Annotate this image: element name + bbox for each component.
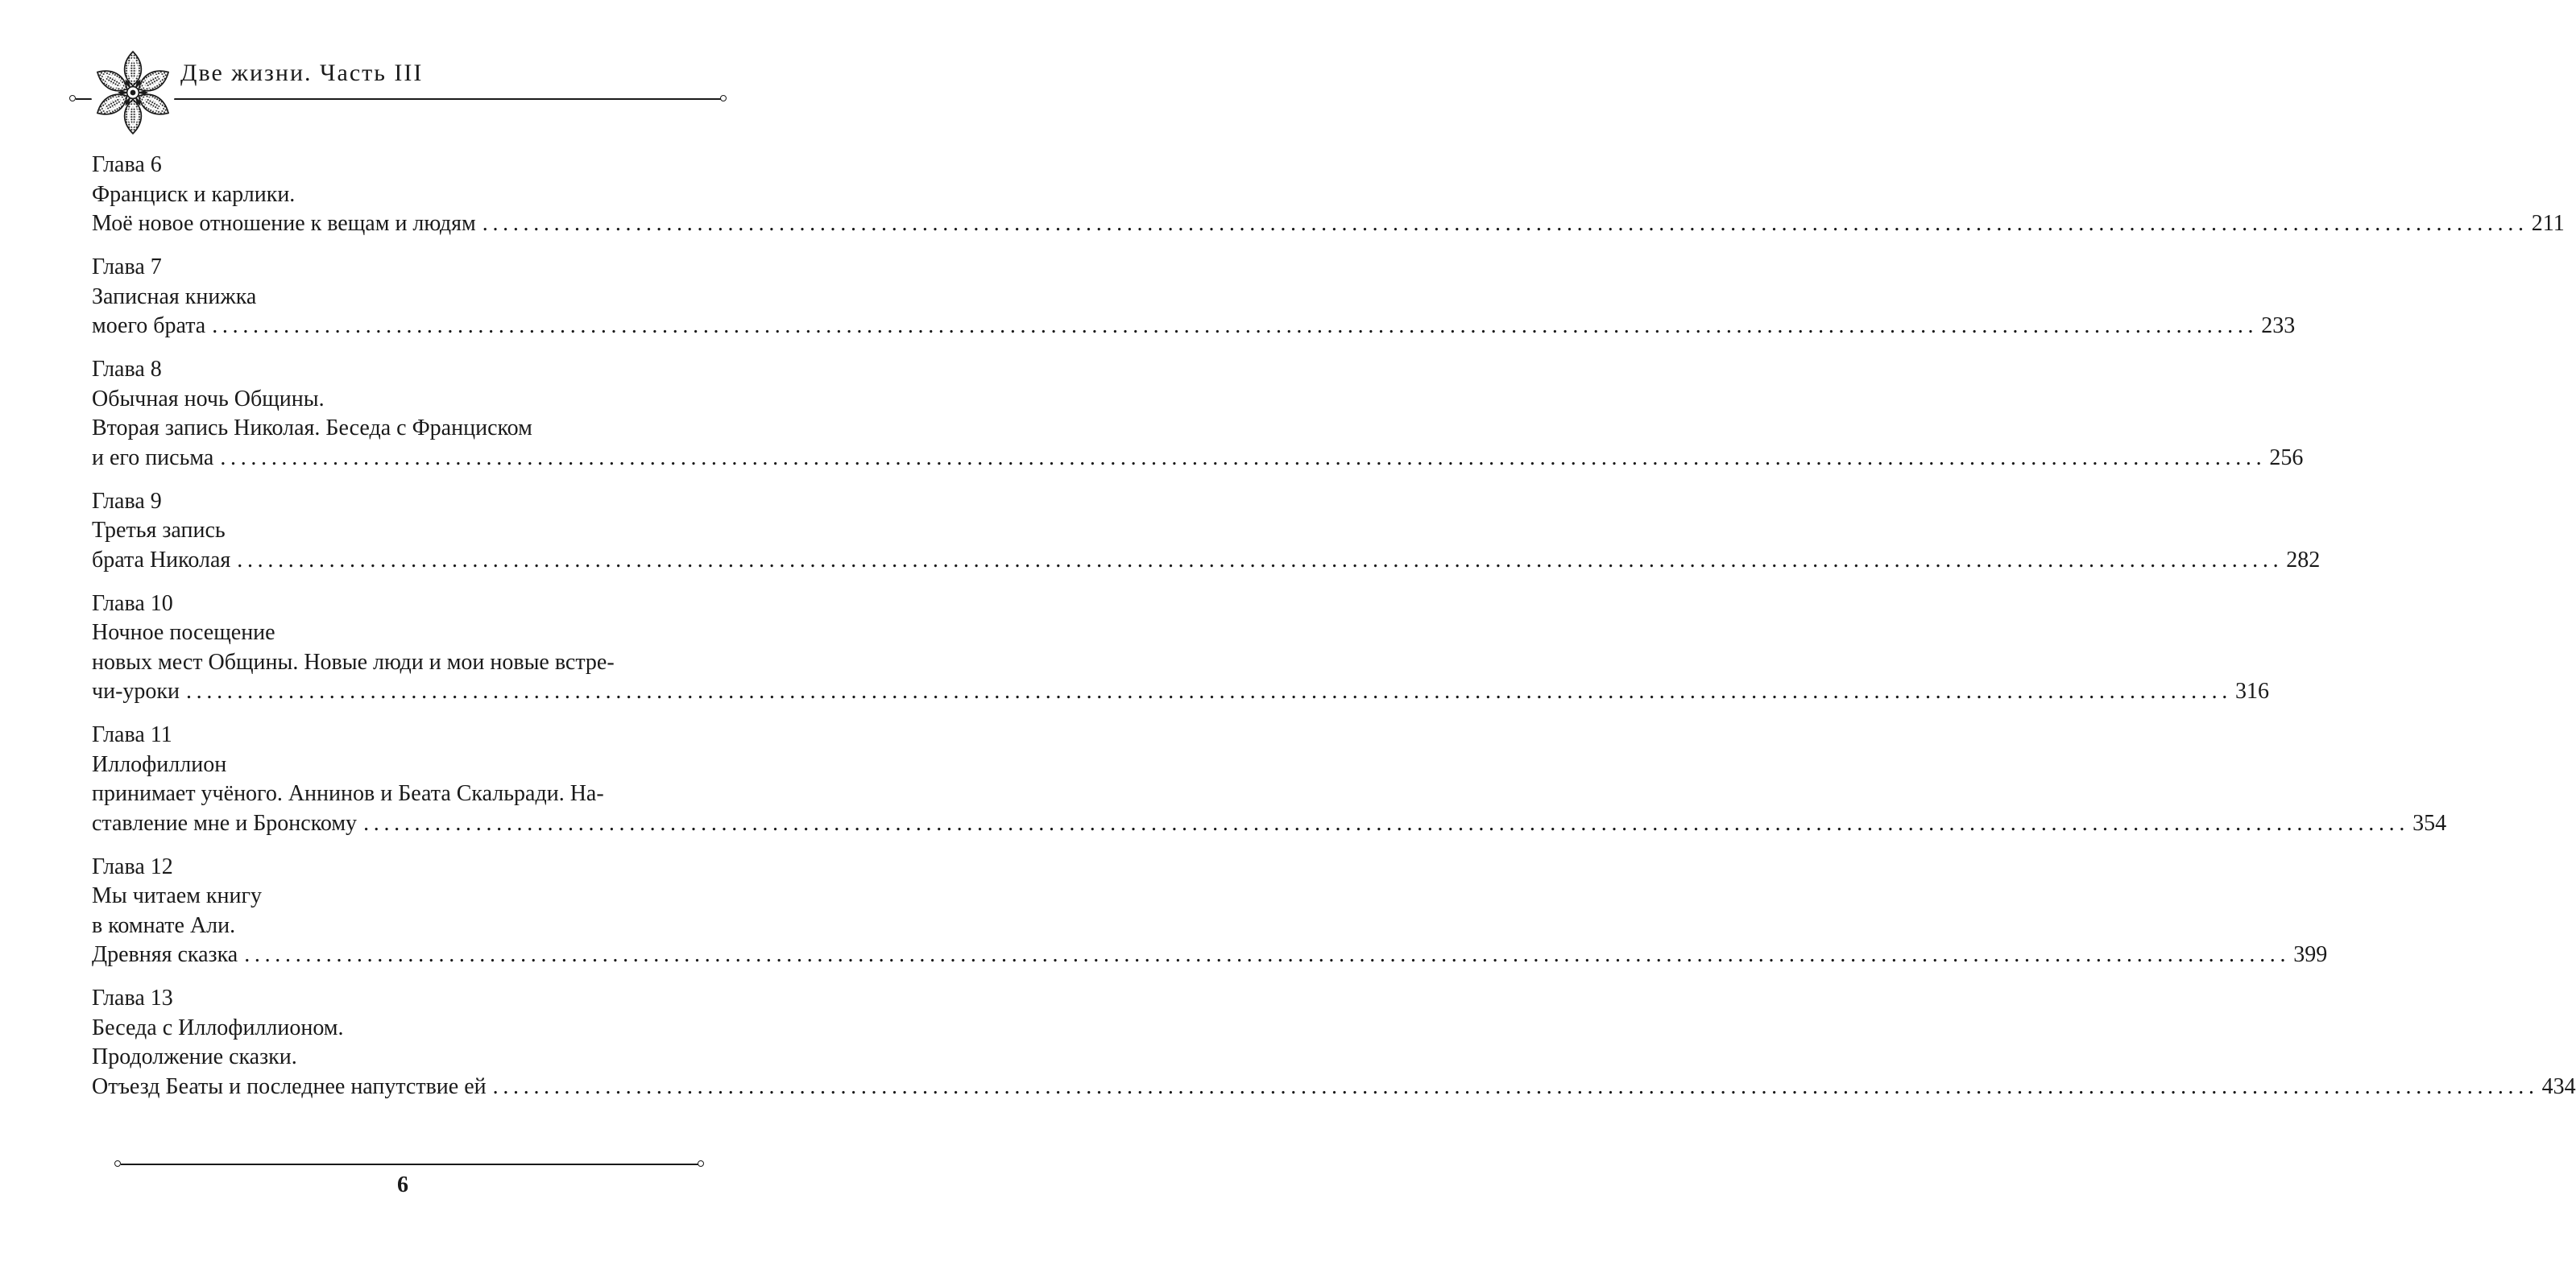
header-rule-right-end [720,95,727,101]
chapter-title-leader-line [92,312,2296,341]
running-header-title: Две жизни. Часть III [180,60,424,86]
dot-leader: ........................................................................................................................................................................................................ [492,1073,2539,1099]
toc-page-number: 434 [2541,1073,2576,1099]
chapter-title-leader-line [92,1073,2576,1102]
chapter-title-line: Вторая запись Николая. Беседа с Франциском [92,416,532,440]
page-number: 6 [397,1172,408,1197]
chapter-title-line: Иллофиллион [92,751,227,777]
toc-page-number: 233 [2261,313,2296,338]
chapter-title-leader-line [92,941,2328,970]
chapter-title-line: принимает учёного. Аннинов и Беата Скальради. На- [92,781,604,806]
toc-entry [92,151,2565,239]
chapter-title-leader-line [92,677,2269,707]
chapter-title-line: чи-уроки [92,679,180,704]
dot-leader: ........................................................................................................................................................................................................ [185,679,2232,704]
chapter-heading: Глава 6 [92,152,162,177]
chapter-title-line: Ночное посещение [92,620,275,645]
chapter-title-line: и его письма [92,444,214,470]
chapter-heading: Глава 12 [92,854,173,879]
toc-page-number: 282 [2286,547,2321,573]
chapter-title-line: Моё новое отношение к вещам и людям [92,211,476,236]
chapter-title-line: новых мест Общины. Новые люди и мои новые встре- [92,649,615,675]
toc-entry [92,355,2304,473]
toc-entry [92,721,2447,838]
chapter-title-line: ставление мне и Бронскому [92,810,358,836]
chapter-heading: Глава 9 [92,488,162,514]
footer-rule-left-end [114,1160,121,1167]
chapter-title-line: Мы читаем книгу [92,883,262,908]
chapter-heading: Глава 8 [92,357,162,382]
toc-page-number: 316 [2234,679,2269,704]
toc-entry [92,853,2328,970]
dot-leader: ........................................................................................................................................................................................................ [482,211,2528,236]
footer-rule-right-end [698,1160,704,1167]
dot-leader: ........................................................................................................................................................................................................ [363,810,2410,836]
header-rule-left-end [69,95,76,101]
toc-page-number: 256 [2269,444,2304,470]
chapter-title-line: Записная книжка [92,283,257,309]
footer-rule [121,1164,702,1165]
dot-leader: ........................................................................................................................................................................................................ [220,444,2267,470]
chapter-title-line: моего брата [92,313,206,338]
chapter-title-leader-line [92,209,2565,239]
toc-entry [92,253,2296,341]
chapter-heading: Глава 11 [92,722,172,747]
toc-entry [92,589,2269,707]
chapter-title-line: Третья запись [92,518,226,543]
chapter-title-line: Отъезд Беаты и последнее напутствие ей [92,1073,487,1099]
dot-leader: ........................................................................................................................................................................................................ [212,313,2259,338]
chapter-heading: Глава 7 [92,254,162,279]
chapter-title-line: брата Николая [92,547,231,573]
toc-entry [92,487,2321,576]
chapter-title-line: Франциск и карлики. [92,181,296,207]
dot-leader: ........................................................................................................................................................................................................ [237,547,2284,573]
chapter-title-leader-line [92,444,2304,473]
chapter-heading: Глава 13 [92,986,173,1011]
dot-leader: ........................................................................................................................................................................................................ [244,942,2291,967]
mandala-lotus-icon [90,50,176,135]
chapter-title-line: Продолжение сказки. [92,1044,297,1069]
chapter-title-line: Беседа с Иллофиллионом. [92,1015,344,1040]
chapter-title-line: в комнате Али. [92,912,236,938]
chapter-title-leader-line [92,809,2447,839]
chapter-heading: Глава 10 [92,590,173,616]
toc-entry [92,984,2576,1102]
chapter-title-leader-line [92,546,2321,576]
chapter-title-line: Древняя сказка [92,942,238,967]
toc-page-number: 211 [2531,211,2565,236]
toc-page-number: 399 [2293,942,2328,967]
chapter-title-line: Обычная ночь Общины. [92,386,325,411]
table-of-contents [92,151,2576,1116]
toc-page-number: 354 [2412,810,2447,836]
